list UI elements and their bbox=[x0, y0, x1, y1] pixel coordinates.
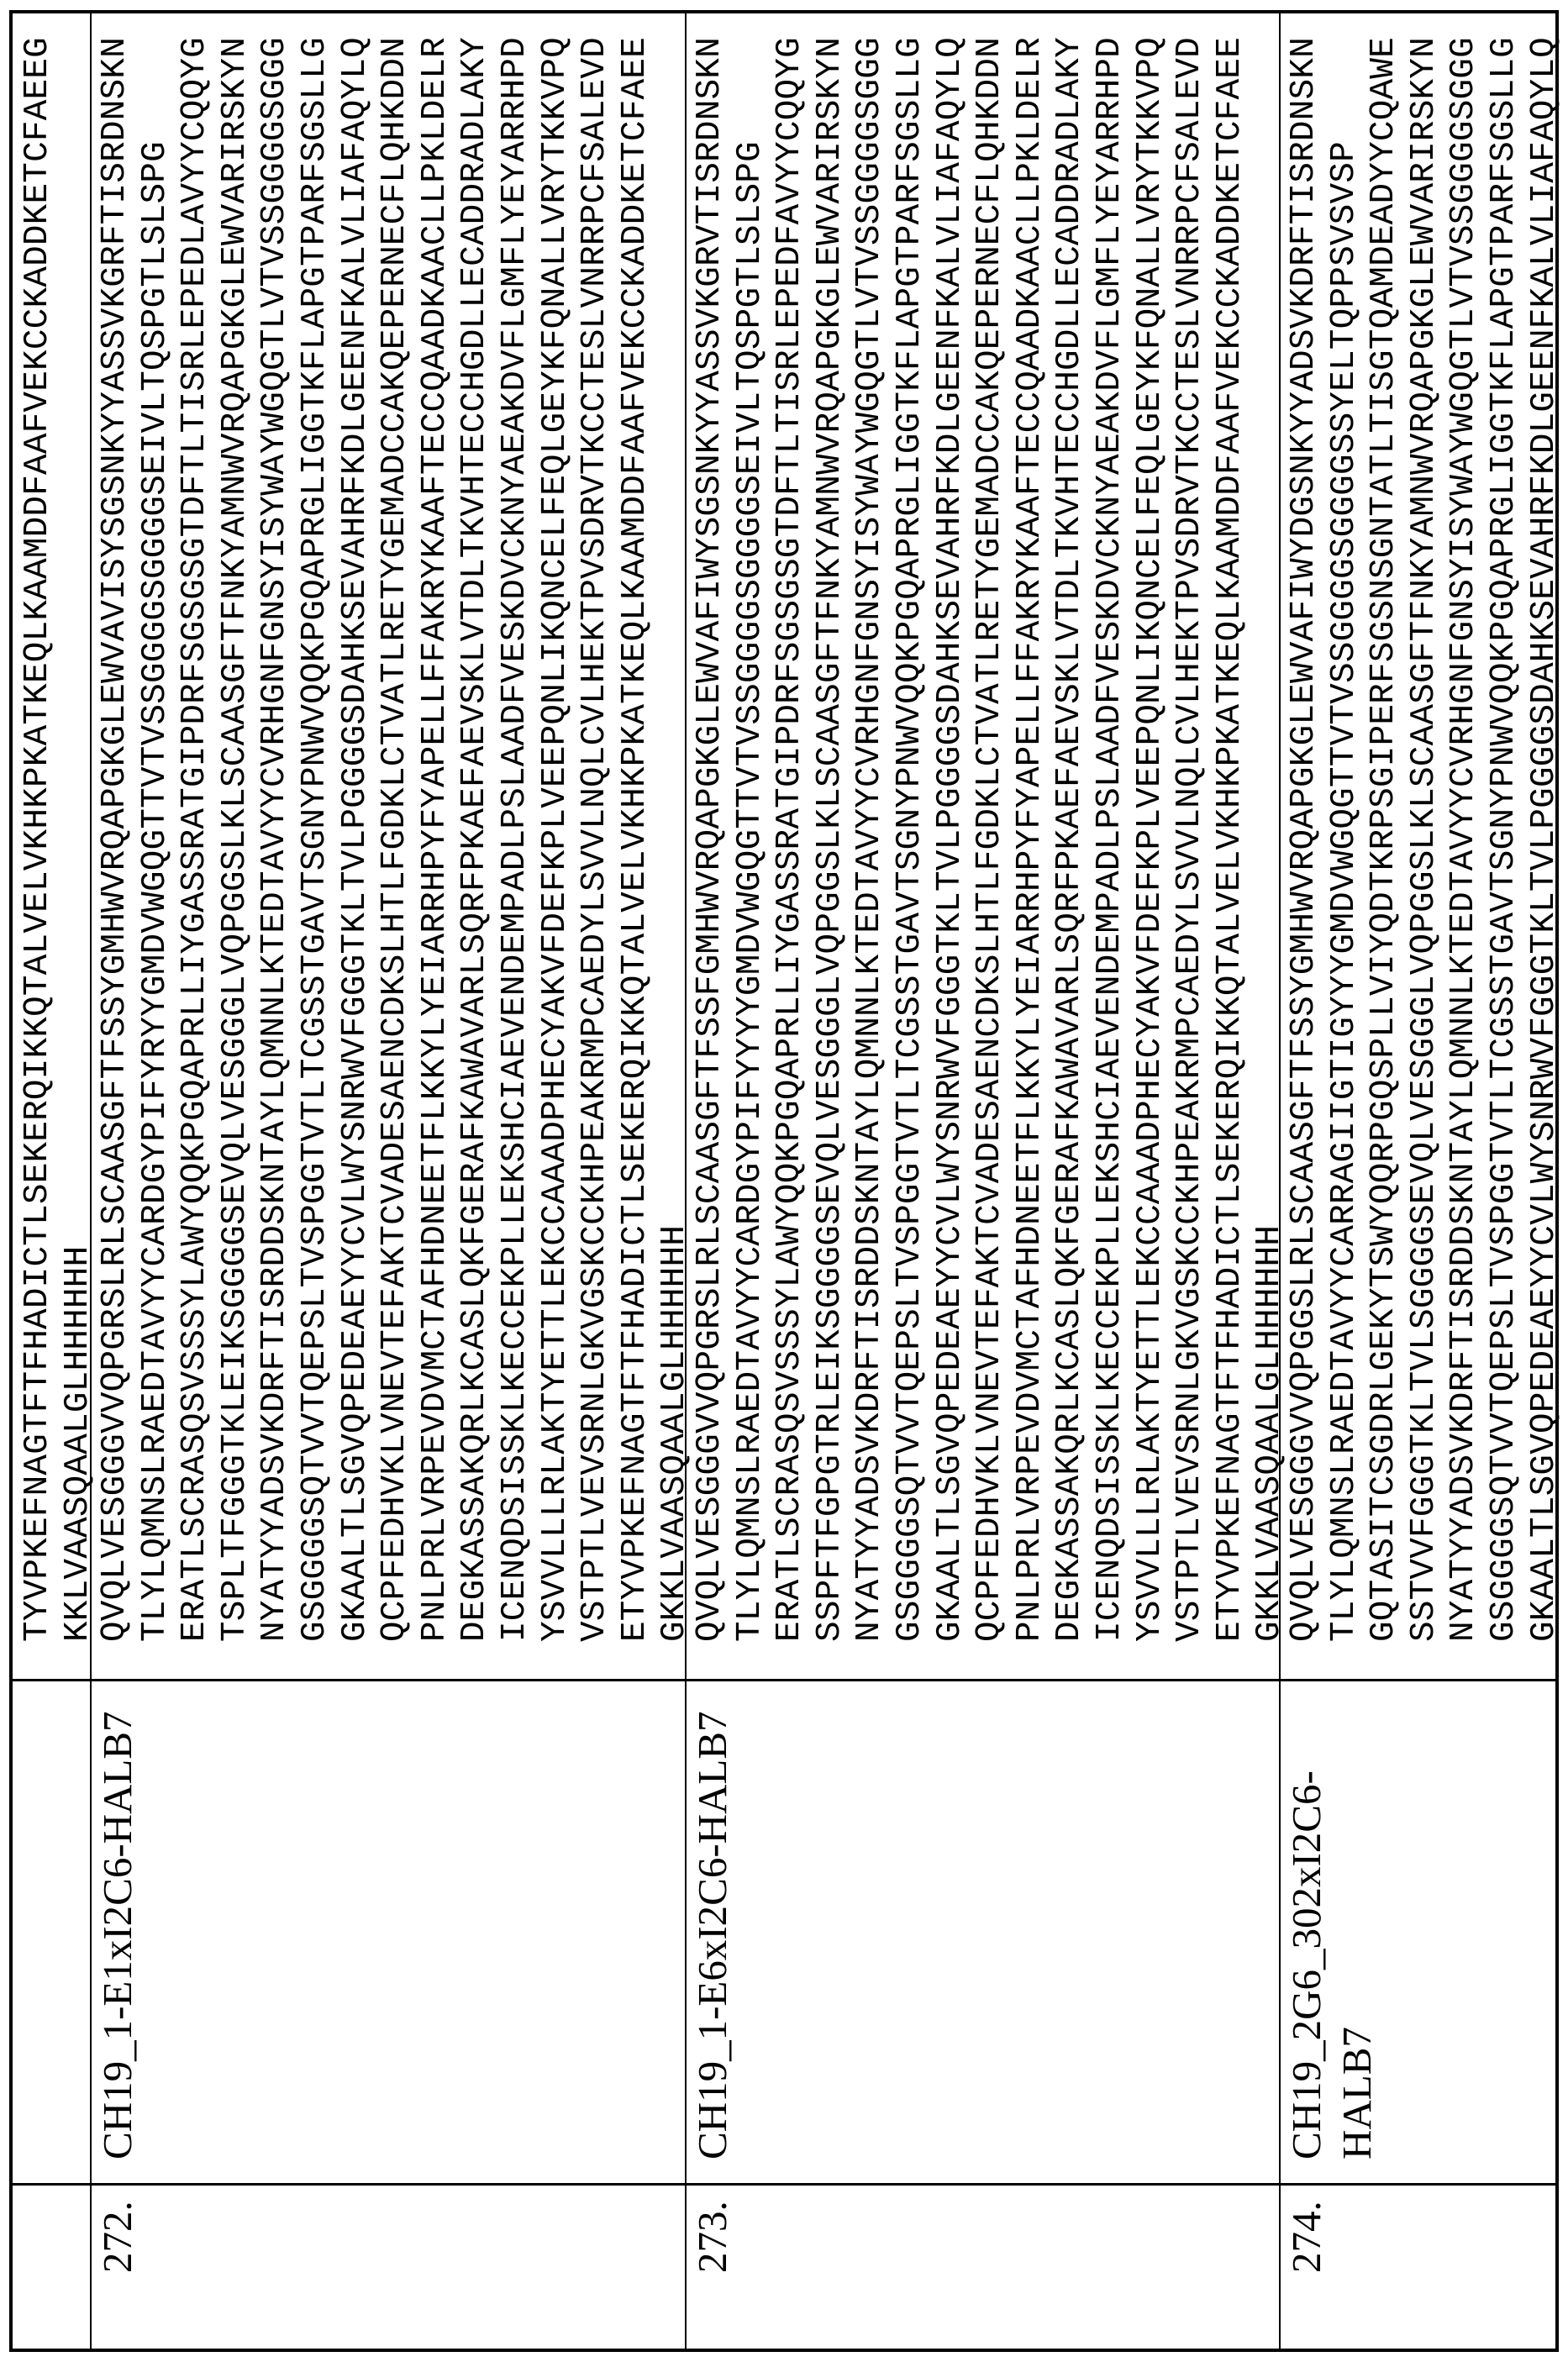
sequence-line: DEGKASSAKQRLKCASLQKFGERAFKAWAVARLSQRFPKAEFAEVSKLVTDLTKVHTECCHGDLLECADDRADLAKY bbox=[1050, 13, 1091, 1642]
table-row bbox=[1279, 13, 1559, 2349]
construct-name-cell bbox=[1281, 1679, 1559, 2183]
sequence-line: DEGKASSAKQRLKCASLQKFGERAFKAWAVARLSQRFPKAEFAEVSKLVTDLTKVHTECCHGDLLECADDRADLAKY bbox=[455, 13, 496, 1642]
construct-name-cell bbox=[92, 1679, 685, 2183]
sequence-line: GKAALTLSGVQPEDEAEYYCVLWYSNRWVFGGGTKLTVLPGGGGSDAHKSEVAHRFKDLGEENFKALVLIAFAQYLQ bbox=[1525, 13, 1565, 1642]
table-row-continuation bbox=[13, 13, 90, 2349]
sequence-line: QVQLVESGGGVVQPGGSLRLSCAASGFTFSSYGMHWVRQAPGKGLEWVAFIWYDGSNKYYADSVKDRFTISRDNSKN bbox=[1285, 13, 1325, 1642]
sequence-line: YSVVLLLRLAKTYETTLEKCCAAADPHECYAKVFDEFKPLVEEPQNLIKQNCELFEQLGEYKFQNALLVRYTKKVPQ bbox=[536, 13, 576, 1642]
sequence-number: 272. bbox=[92, 2186, 142, 2273]
sequence-line: QVQLVESGGGVVQPGRSLRLSCAASGFTFSSYGMHWVRQAPGKGLEWVAVISYSGSNKYYASSVKGRFTISRDNSKN bbox=[96, 13, 136, 1642]
amino-acid-sequence-cell bbox=[92, 13, 685, 1679]
sequence-line: TLYLQMNSLRAEDTAVYYCARDGYPIFYRYYGMDVWGQGTTVTVSSGGGGSGGGGSEIVLTQSPGTLSLSPG bbox=[136, 13, 176, 1642]
table-row bbox=[685, 13, 1279, 2349]
sequence-line: NYATYYADSVKDRFTISRDDSKNTAYLQMNNLKTEDTAVYYCVRHGNFGNSYISYWAYWGQGTLVTVSSGGGGSGGG bbox=[1444, 13, 1485, 1642]
sequence-line: GSGGGGSQTVVTQEPSLTVSPGGTVTLTCGSSTGAVTSGNYPNWVQQKPGQAPRGLIGGTKFLAPGTPARFSGSLLG bbox=[1485, 13, 1525, 1642]
sequence-line: VSTPTLVEVSRNLGKVGSKCCKHPEAKRMPCAEDYLSVVLNQLCVLHEKTPVSDRVTKCCTESLVNRRPCFSALEVD bbox=[1171, 13, 1211, 1642]
sequence-line: TLYLQMNSLRAEDTAVYYCARRAGIIGTIGYYYGMDVWGQGTTVTVSSGGGGSGGGGSSYELTQPPSVSVSP bbox=[1325, 13, 1365, 1642]
sequence-line: QVQLVESGGGVVQPGRSLRLSCAASGFTFSSFGMHWVRQAPGKGLEWVAFIWYSGSNKYYASSVKGRVTISRDNSKN bbox=[691, 13, 731, 1642]
sequence-number-cell bbox=[13, 2183, 90, 2349]
sequence-line: QCPFEDHVKLVNEVTEFAKTCVADESAENCDKSLHTLFGDKLCTVATLRETYGEMADCCAKQEPERNECFLQHKDDN bbox=[971, 13, 1011, 1642]
sequence-line: ERATLSCRASQSVSSSYLAWYQQKPGQAPRLLIYGASSRATGIPDRFSGSGSGTDFTLTISRLEPEDLAVYYCQQYG bbox=[176, 13, 216, 1642]
amino-acid-sequence-cell bbox=[13, 13, 90, 1679]
table-row bbox=[90, 13, 685, 2349]
sequence-line: NYATYYADSVKDRFTISRDDSKNTAYLQMNNLKTEDTAVYYCVRHGNFGNSYISYWAYWGQGTLVTVSSGGGGSGGG bbox=[850, 13, 891, 1642]
construct-name-cell bbox=[13, 1679, 90, 2183]
amino-acid-sequence-cell bbox=[687, 13, 1279, 1679]
sequence-line: GKAALTLSGVQPEDEAEYYCVLWYSNRWVFGGGTKLTVLPGGGGSDAHKSEVAHRFKDLGEENFKALVLIAFAQYLQ bbox=[931, 13, 971, 1642]
sequence-line: GSGGGGSQTVVTQEPSLTVSPGGTVTLTCGSSTGAVTSGNYPNWVQQKPGQAPRGLIGGTKFLAPGTPARFSGSLLG bbox=[891, 13, 931, 1642]
sequence-number bbox=[13, 2186, 14, 2273]
sequence-line: ICENQDSISSKLKECCEKPLLEKSHCIAEVENDEMPADLPSLAADFVESKDVCKNYAEAKDVFLGMFLYEYARRHPD bbox=[496, 13, 536, 1642]
sequence-line: PNLPRLVRPEVDVMCTAFHDNEETFLKKYLYEIARRHPYFYAPELLFFAKRYKAAFTECCQAADKAACLLPKLDELR bbox=[1011, 13, 1051, 1642]
sequence-line: ICENQDSISSKLKECCEKPLLEKSHCIAEVENDEMPADLPSLAADFVESKDVCKNYAEAKDVFLGMFLYEYARRHPD bbox=[1091, 13, 1131, 1642]
amino-acid-sequence-cell bbox=[1281, 13, 1559, 1679]
sequence-line: SSTVVFGGGTKLTVLSGGGGSEVQLVESGGGLVQPGGSLKLSCAASGFTFNKYAMNWVRQAPGKGLEWVARIRSKYN bbox=[1405, 13, 1445, 1642]
sequence-line: TYVPKEFNAGTFTFHADICTLSEKERQIKKQTALVELVKHKPKATKEQLKAAMDDFAAFVEKCCKADDKETCFAEEG bbox=[18, 13, 59, 1642]
sequence-line: GKKLVAASQAALGLHHHHHH bbox=[655, 13, 696, 1642]
sequence-line: VSTPTLVEVSRNLGKVGSKCCKHPEAKRMPCAEDYLSVVLNQLCVLHEKTPVSDRVTKCCTESLVNRRPCFSALEVD bbox=[576, 13, 616, 1642]
sequence-line: GSGGGGSQTVVTQEPSLTVSPGGTVTLTCGSSTGAVTSGNYPNWVQQKPGQAPRGLIGGTKFLAPGTPARFSGSLLG bbox=[296, 13, 336, 1642]
rotated-document-page bbox=[0, 0, 1568, 2362]
sequence-line: PNLPRLVRPEVDVMCTAFHDNEETFLKKYLYEIARRHPYFYAPELLFFAKRYKAAFTECCQAADKAACLLPKLDELR bbox=[416, 13, 456, 1642]
sequence-line: GQTASITCSGDRLGEKYTSWYQQRPGQSPLLVIYQDTKRPSGIPERFSGSNSGNTATLTISGTQAMDEADYYCQAWE bbox=[1365, 13, 1405, 1642]
construct-name: HALB7 bbox=[1331, 1681, 1381, 2159]
sequence-number-cell bbox=[1281, 2183, 1559, 2349]
sequence-number-cell bbox=[687, 2183, 1279, 2349]
sequence-line: YSVVLLLRLAKTYETTLEKCCAAADPHECYAKVFDEFKPLVEEPQNLIKQNCELFEQLGEYKFQNALLVRYTKKVPQ bbox=[1131, 13, 1171, 1642]
sequence-table bbox=[9, 10, 1559, 2352]
sequence-line: TSPLTFGGGTKLEIKSGGGGSEVQLVESGGGLVQPGGSLKLSCAASGFTFNKYAMNWVRQAPGKGLEWVARIRSKYN bbox=[216, 13, 256, 1642]
sequence-number: 274. bbox=[1281, 2186, 1331, 2273]
construct-name: CH19_2G6_302xI2C6- bbox=[1281, 1681, 1331, 2159]
sequence-number-cell bbox=[92, 2183, 685, 2349]
sequence-line: SSPFTFGPGTRLEIKSGGGGSEVQLVESGGGLVQPGGSLKLSCAASGFTFNKYAMNWVRQAPGKGLEWVARIRSKYN bbox=[811, 13, 851, 1642]
sequence-line: ERATLSCRASQSVSSSYLAWYQQKPGQAPRLLIYGASSRATGIPDRFSGSGSGTDFTLTISRLEPEDFAVYYCQQYG bbox=[771, 13, 811, 1642]
construct-name: CH19_1-E1xI2C6-HALB7 bbox=[92, 1681, 142, 2159]
sequence-line: TLYLQMNSLRAEDTAVYYCARDGYPIFYYYYGMDVWGQGTTVTVSSGGGGSGGGGSEIVLTQSPGTLSLSPG bbox=[731, 13, 771, 1642]
sequence-line: QCPFEDHVKLVNEVTEFAKTCVADESAENCDKSLHTLFGDKLCTVATLRETYGEMADCCAKQEPERNECFLQHKDDN bbox=[376, 13, 416, 1642]
construct-name-cell bbox=[687, 1679, 1279, 2183]
sequence-line: ETYVPKEFNAGTFTFHADICTLSEKERQIKKQTALVELVKHKPKATKEQLKAAMDDFAAFVEKCCKADDKETCFAEE bbox=[616, 13, 656, 1642]
construct-name: CH19_1-E6xI2C6-HALB7 bbox=[687, 1681, 737, 2159]
sequence-line: NYATYYADSVKDRFTISRDDSKNTAYLQMNNLKTEDTAVYYCVRHGNFGNSYISYWAYWGQGTLVTVSSGGGGSGGG bbox=[255, 13, 296, 1642]
sequence-line: KKLVAASQAALGLHHHHHH bbox=[59, 13, 99, 1642]
sequence-line: ETYVPKEFNAGTFTFHADICTLSEKERQIKKQTALVELVKHKPKATKEQLKAAMDDFAAFVEKCCKADDKETCFAEE bbox=[1211, 13, 1251, 1642]
sequence-number: 273. bbox=[687, 2186, 737, 2273]
sequence-line: GKKLVAASQAALGLHHHHHH bbox=[1250, 13, 1291, 1642]
sequence-line: GKAALTLSGVQPEDEAEYYCVLWYSNRWVFGGGTKLTVLPGGGGSDAHKSEVAHRFKDLGEENFKALVLIAFAQYLQ bbox=[336, 13, 376, 1642]
